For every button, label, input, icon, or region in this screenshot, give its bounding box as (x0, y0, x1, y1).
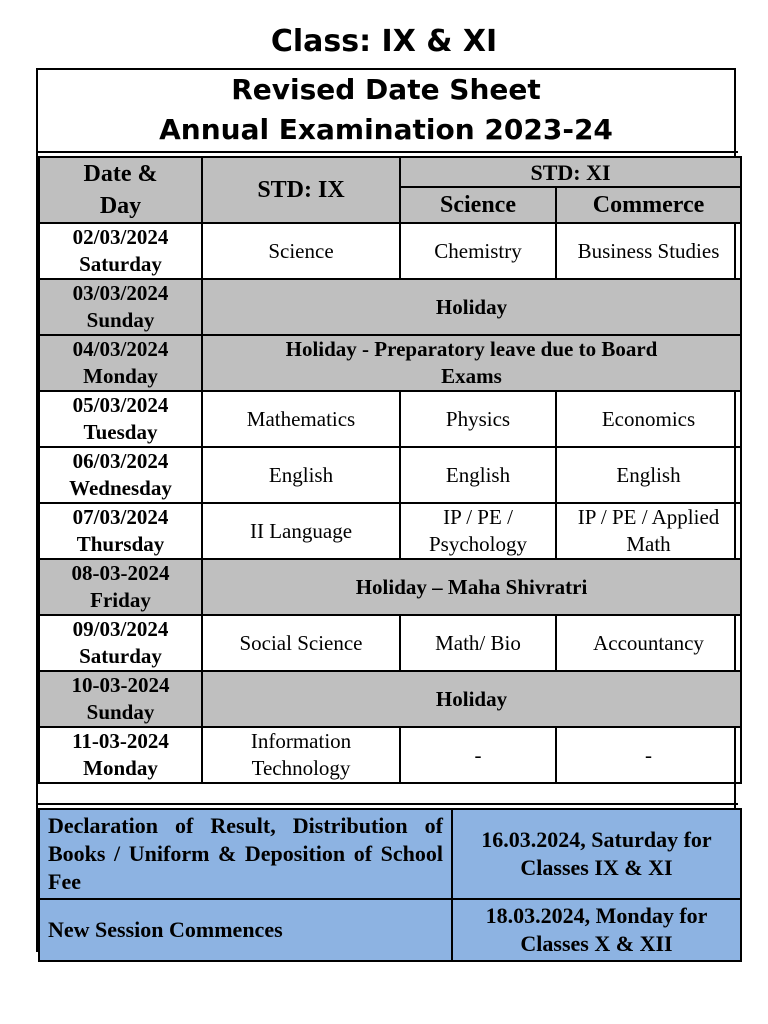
date-cell (39, 335, 202, 391)
commerce-subject: Economics (556, 391, 741, 447)
table-row (39, 503, 741, 559)
date-cell (39, 671, 202, 727)
date-text: 09/03/2024 (72, 617, 169, 641)
table-row (39, 615, 741, 671)
science-subject: Physics (400, 391, 556, 447)
science-subject: Chemistry (400, 223, 556, 279)
science-header: Science (400, 187, 556, 223)
table-row (39, 727, 741, 783)
date-day-header-line1: Date & (83, 161, 158, 187)
std-ix-subject: Science (202, 223, 400, 279)
commerce-subject: Accountancy (556, 615, 741, 671)
date-text: 11-03-2024 (72, 729, 169, 753)
science-subject: Math/ Bio (400, 615, 556, 671)
date-cell (39, 391, 202, 447)
date-text: 04/03/2024 (72, 337, 169, 361)
title-line-1: Revised Date Sheet (231, 73, 541, 106)
new-session-label: New Session Commences (39, 899, 452, 961)
table-row (39, 447, 741, 503)
std-ix-subject: Information Technology (202, 727, 400, 783)
day-text: Sunday (86, 700, 155, 724)
std-ix-subject: Social Science (202, 615, 400, 671)
std-xi-header: STD: XI (400, 157, 741, 187)
std-ix-subject: Mathematics (202, 391, 400, 447)
day-text: Monday (83, 756, 158, 780)
result-declaration-label: Declaration of Result, Distribution of Books / Uniform & Deposition of School Fee (39, 809, 452, 899)
day-text: Wednesday (69, 476, 172, 500)
footer-table (38, 808, 742, 962)
header-row (39, 157, 741, 187)
std-ix-header: STD: IX (202, 157, 400, 223)
date-text: 02/03/2024 (72, 225, 169, 249)
date-cell (39, 615, 202, 671)
date-sheet-title (38, 70, 734, 154)
day-text: Monday (83, 364, 158, 388)
date-cell (39, 559, 202, 615)
day-text: Saturday (79, 252, 162, 276)
commerce-subject: IP / PE / Applied Math (556, 503, 741, 559)
page-title: Class: IX & XI (270, 24, 498, 59)
day-text: Saturday (79, 644, 162, 668)
table-row (39, 391, 741, 447)
date-text: 06/03/2024 (72, 449, 169, 473)
day-text: Thursday (76, 532, 165, 556)
new-session-date: 18.03.2024, Monday for Classes X & XII (452, 899, 741, 961)
commerce-subject: - (556, 727, 741, 783)
std-ix-subject: II Language (202, 503, 400, 559)
date-text: 05/03/2024 (72, 393, 169, 417)
title-line-2: Annual Examination 2023-24 (159, 113, 613, 146)
std-ix-subject: English (202, 447, 400, 503)
holiday-row (39, 279, 741, 335)
table-row (39, 223, 741, 279)
date-cell (39, 223, 202, 279)
holiday-label: Holiday (202, 279, 741, 335)
day-text: Friday (90, 588, 151, 612)
date-cell (39, 447, 202, 503)
date-text: 08-03-2024 (71, 561, 170, 585)
science-subject: - (400, 727, 556, 783)
date-text: 07/03/2024 (72, 505, 169, 529)
title-divider (38, 151, 738, 153)
holiday-row (39, 671, 741, 727)
date-cell (39, 503, 202, 559)
result-declaration-row (39, 809, 741, 899)
science-subject: English (400, 447, 556, 503)
date-day-header (39, 157, 202, 223)
commerce-subject: English (556, 447, 741, 503)
date-day-header-line2: Day (99, 193, 142, 219)
schedule-table (38, 156, 742, 784)
day-text: Sunday (86, 308, 155, 332)
holiday-label: Holiday (202, 671, 741, 727)
date-cell (39, 727, 202, 783)
commerce-header: Commerce (556, 187, 741, 223)
result-declaration-date: 16.03.2024, Saturday for Classes IX & XI (452, 809, 741, 899)
holiday-row (39, 559, 741, 615)
commerce-subject: Business Studies (556, 223, 741, 279)
date-cell (39, 279, 202, 335)
footer-divider (38, 803, 738, 805)
holiday-row (39, 335, 741, 391)
holiday-label: Holiday – Maha Shivratri (202, 559, 741, 615)
day-text: Tuesday (83, 420, 158, 444)
date-text: 03/03/2024 (72, 281, 169, 305)
new-session-row (39, 899, 741, 961)
science-subject: IP / PE / Psychology (400, 503, 556, 559)
date-text: 10-03-2024 (71, 673, 170, 697)
holiday-label: Holiday - Preparatory leave due to Board Exams (202, 335, 741, 391)
